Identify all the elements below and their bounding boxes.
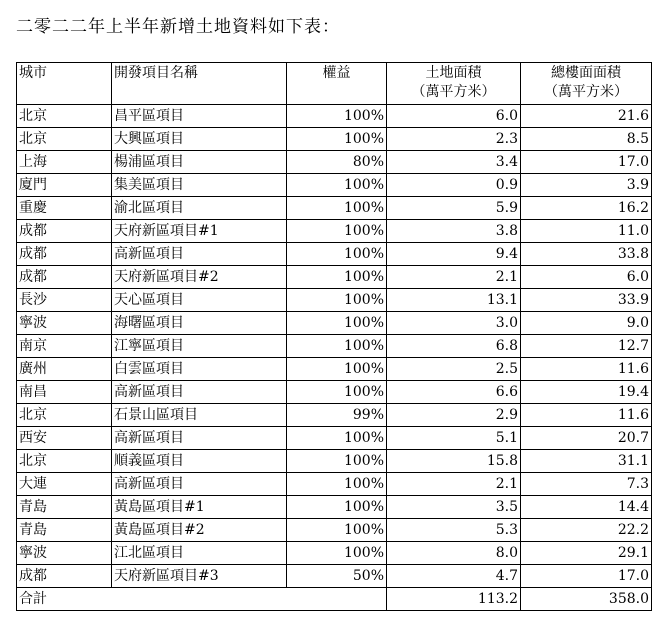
cell-interest: 100% [287, 220, 387, 243]
cell-interest: 100% [287, 542, 387, 565]
cell-interest: 100% [287, 450, 387, 473]
cell-land-area: 6.6 [387, 381, 521, 404]
table-row [17, 266, 652, 289]
col-header-land-area-line2: （萬平方米） [411, 84, 496, 100]
cell-project: 江寧區項目 [112, 335, 287, 358]
table-row [17, 105, 652, 128]
table-row [17, 174, 652, 197]
col-header-interest: 權益 [287, 63, 387, 105]
table-row [17, 404, 652, 427]
cell-interest: 100% [287, 128, 387, 151]
cell-project: 黃島區項目#2 [112, 519, 287, 542]
cell-land-area: 3.5 [387, 496, 521, 519]
cell-city: 北京 [17, 128, 112, 151]
cell-gfa: 17.0 [521, 151, 652, 174]
cell-gfa: 21.6 [521, 105, 652, 128]
cell-city: 長沙 [17, 289, 112, 312]
cell-project: 天府新區項目#3 [112, 565, 287, 588]
cell-gfa: 20.7 [521, 427, 652, 450]
col-header-gfa-line1: 總樓面面積 [551, 65, 621, 81]
cell-interest: 100% [287, 266, 387, 289]
cell-project: 昌平區項目 [112, 105, 287, 128]
cell-interest: 100% [287, 427, 387, 450]
cell-land-area: 2.3 [387, 128, 521, 151]
cell-city: 青島 [17, 519, 112, 542]
table-row [17, 197, 652, 220]
table-row [17, 519, 652, 542]
land-table [16, 62, 652, 611]
cell-gfa: 22.2 [521, 519, 652, 542]
cell-city: 寧波 [17, 312, 112, 335]
cell-interest: 100% [287, 358, 387, 381]
cell-land-area: 5.3 [387, 519, 521, 542]
cell-land-area: 5.9 [387, 197, 521, 220]
cell-project: 渝北區項目 [112, 197, 287, 220]
cell-city: 南京 [17, 335, 112, 358]
table-row [17, 565, 652, 588]
cell-interest: 80% [287, 151, 387, 174]
cell-interest: 100% [287, 312, 387, 335]
cell-land-area: 2.9 [387, 404, 521, 427]
table-row [17, 220, 652, 243]
cell-project: 大興區項目 [112, 128, 287, 151]
cell-interest: 100% [287, 105, 387, 128]
cell-city: 成都 [17, 266, 112, 289]
col-header-land-area-line1: 土地面積 [425, 65, 482, 81]
cell-gfa: 29.1 [521, 542, 652, 565]
table-row [17, 128, 652, 151]
cell-land-area: 2.5 [387, 358, 521, 381]
page-heading: 二零二二年上半年新增土地資料如下表： [16, 17, 340, 37]
cell-land-area: 2.1 [387, 266, 521, 289]
cell-land-area: 6.0 [387, 105, 521, 128]
total-gfa: 358.0 [521, 588, 652, 611]
cell-project: 高新區項目 [112, 381, 287, 404]
cell-gfa: 33.8 [521, 243, 652, 266]
cell-city: 青島 [17, 496, 112, 519]
cell-interest: 100% [287, 381, 387, 404]
table-row [17, 289, 652, 312]
cell-interest: 50% [287, 565, 387, 588]
table-row [17, 358, 652, 381]
cell-gfa: 8.5 [521, 128, 652, 151]
cell-land-area: 0.9 [387, 174, 521, 197]
cell-project: 天府新區項目#1 [112, 220, 287, 243]
cell-land-area: 13.1 [387, 289, 521, 312]
cell-project: 黃島區項目#1 [112, 496, 287, 519]
cell-gfa: 11.6 [521, 404, 652, 427]
col-header-gfa [521, 63, 652, 105]
cell-gfa: 16.2 [521, 197, 652, 220]
cell-gfa: 6.0 [521, 266, 652, 289]
cell-city: 廣州 [17, 358, 112, 381]
cell-land-area: 3.4 [387, 151, 521, 174]
cell-project: 楊浦區項目 [112, 151, 287, 174]
cell-land-area: 15.8 [387, 450, 521, 473]
cell-interest: 99% [287, 404, 387, 427]
cell-project: 江北區項目 [112, 542, 287, 565]
col-header-project: 開發項目名稱 [112, 63, 287, 105]
total-row [17, 588, 652, 611]
cell-gfa: 19.4 [521, 381, 652, 404]
cell-land-area: 3.8 [387, 220, 521, 243]
cell-interest: 100% [287, 496, 387, 519]
cell-city: 北京 [17, 404, 112, 427]
cell-city: 成都 [17, 243, 112, 266]
cell-project: 天心區項目 [112, 289, 287, 312]
cell-city: 廈門 [17, 174, 112, 197]
cell-gfa: 7.3 [521, 473, 652, 496]
cell-interest: 100% [287, 335, 387, 358]
cell-land-area: 8.0 [387, 542, 521, 565]
table-body [17, 105, 652, 588]
col-header-gfa-line2: （萬平方米） [544, 84, 628, 100]
cell-city: 寧波 [17, 542, 112, 565]
cell-city: 成都 [17, 220, 112, 243]
cell-gfa: 33.9 [521, 289, 652, 312]
cell-land-area: 2.1 [387, 473, 521, 496]
cell-interest: 100% [287, 473, 387, 496]
cell-project: 白雲區項目 [112, 358, 287, 381]
cell-project: 集美區項目 [112, 174, 287, 197]
cell-city: 成都 [17, 565, 112, 588]
cell-project: 高新區項目 [112, 243, 287, 266]
cell-gfa: 11.0 [521, 220, 652, 243]
cell-project: 石景山區項目 [112, 404, 287, 427]
cell-city: 南昌 [17, 381, 112, 404]
cell-gfa: 9.0 [521, 312, 652, 335]
cell-land-area: 3.0 [387, 312, 521, 335]
cell-project: 天府新區項目#2 [112, 266, 287, 289]
total-land-area: 113.2 [387, 588, 521, 611]
cell-land-area: 4.7 [387, 565, 521, 588]
cell-city: 大連 [17, 473, 112, 496]
cell-city: 北京 [17, 105, 112, 128]
table-row [17, 427, 652, 450]
cell-project: 高新區項目 [112, 473, 287, 496]
cell-gfa: 3.9 [521, 174, 652, 197]
cell-city: 西安 [17, 427, 112, 450]
cell-gfa: 31.1 [521, 450, 652, 473]
table-header-row [17, 63, 652, 105]
cell-city: 重慶 [17, 197, 112, 220]
cell-interest: 100% [287, 289, 387, 312]
table-row [17, 450, 652, 473]
cell-city: 上海 [17, 151, 112, 174]
total-label: 合計 [17, 588, 387, 611]
cell-project: 順義區項目 [112, 450, 287, 473]
col-header-city: 城市 [17, 63, 112, 105]
cell-interest: 100% [287, 174, 387, 197]
cell-gfa: 11.6 [521, 358, 652, 381]
cell-interest: 100% [287, 197, 387, 220]
table-row [17, 496, 652, 519]
cell-gfa: 17.0 [521, 565, 652, 588]
cell-interest: 100% [287, 519, 387, 542]
table-row [17, 151, 652, 174]
table-row [17, 473, 652, 496]
table-row [17, 243, 652, 266]
col-header-land-area [387, 63, 521, 105]
table-row [17, 542, 652, 565]
cell-gfa: 12.7 [521, 335, 652, 358]
cell-gfa: 14.4 [521, 496, 652, 519]
cell-project: 高新區項目 [112, 427, 287, 450]
cell-city: 北京 [17, 450, 112, 473]
cell-land-area: 6.8 [387, 335, 521, 358]
cell-land-area: 9.4 [387, 243, 521, 266]
table-row [17, 381, 652, 404]
cell-project: 海曙區項目 [112, 312, 287, 335]
table-row [17, 335, 652, 358]
cell-interest: 100% [287, 243, 387, 266]
table-row [17, 312, 652, 335]
cell-land-area: 5.1 [387, 427, 521, 450]
